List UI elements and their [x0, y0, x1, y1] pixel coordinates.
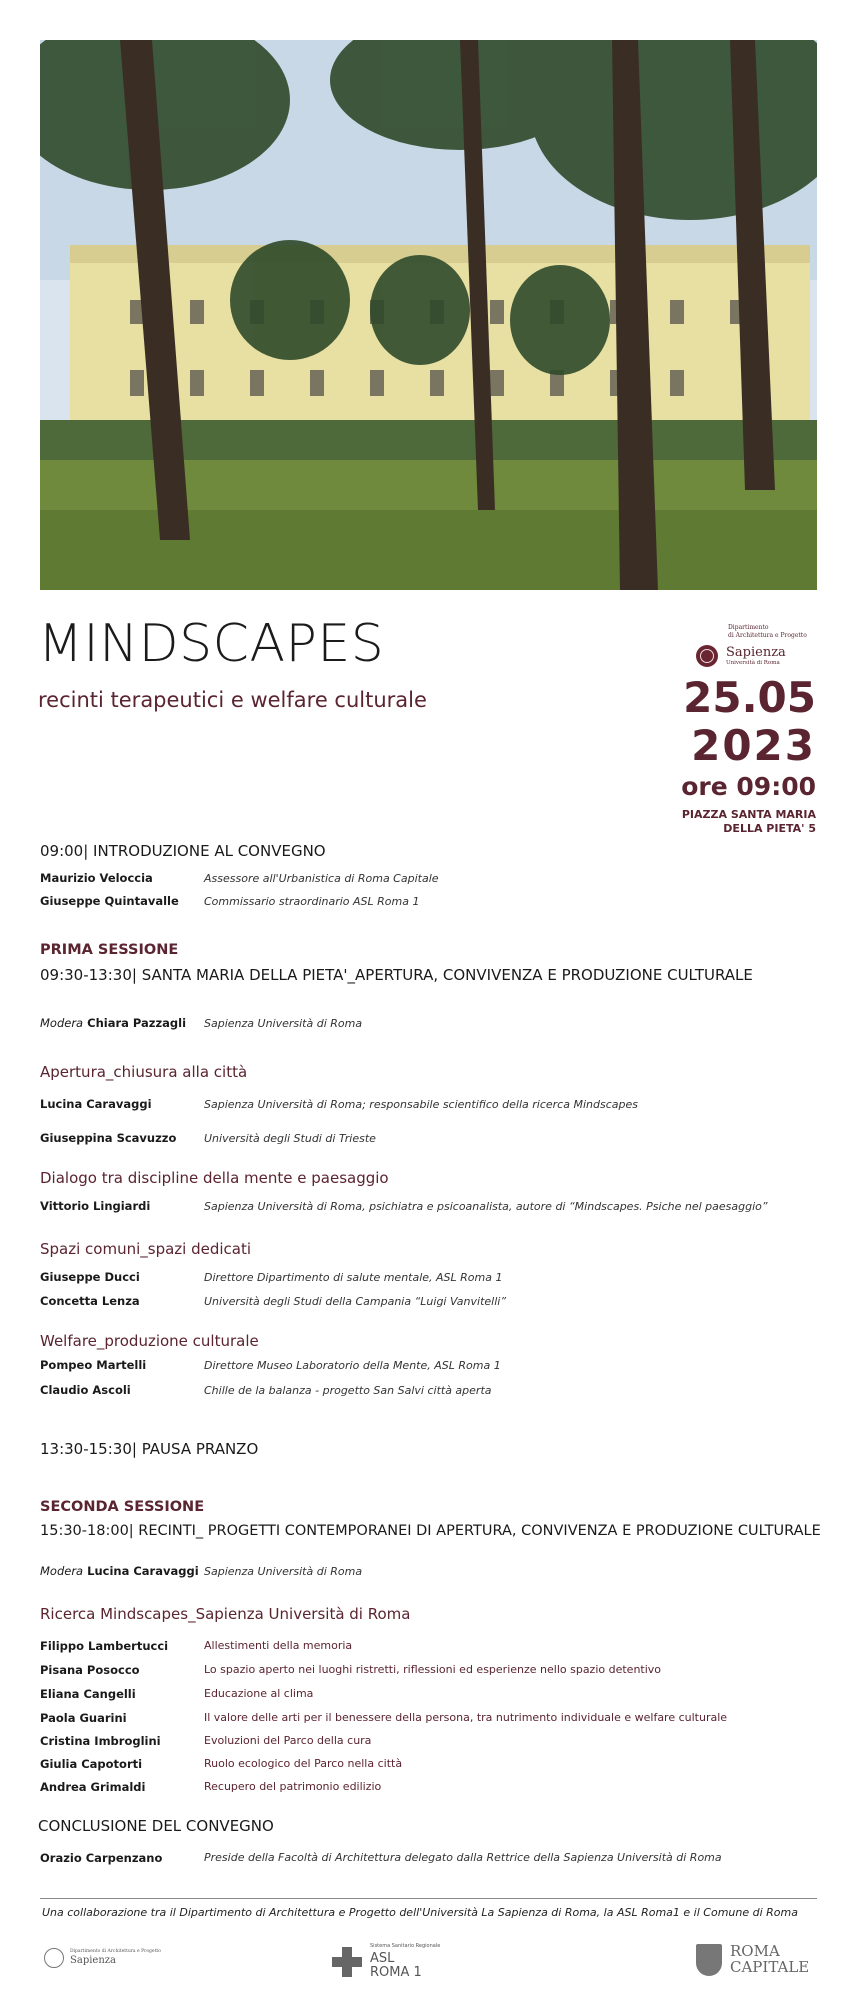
speaker-name: Vittorio Lingiardi: [40, 1199, 151, 1213]
speaker-role: Assessore all'Urbanistica di Roma Capitale: [204, 872, 439, 885]
speaker-name: Giuseppe Ducci: [40, 1270, 140, 1284]
topic-title: Spazi comuni_spazi dedicati: [40, 1240, 252, 1258]
speaker-name: Maurizio Veloccia: [40, 871, 153, 885]
event-place: PIAZZA SANTA MARIA DELLA PIETA' 5: [681, 808, 816, 835]
conclusion-heading: CONCLUSIONE DEL CONVEGNO: [38, 1817, 274, 1835]
session2-heading: 15:30-18:00| RECINTI_ PROGETTI CONTEMPORANEI DI APERTURA, CONVIVENZA E PRODUZIONE CULTURALE: [40, 1523, 821, 1539]
date-day: 25.05: [683, 673, 816, 722]
speaker-name: Giuseppina Scavuzzo: [40, 1131, 177, 1145]
speaker-name: Cristina Imbroglini: [40, 1734, 161, 1748]
speaker-name: Pisana Posocco: [40, 1663, 140, 1677]
event-time: ore 09:00: [681, 772, 816, 801]
asl-cross-icon: [332, 1947, 362, 1977]
lunch-break: 13:30-15:30| PAUSA PRANZO: [40, 1440, 259, 1458]
session1-label: PRIMA SESSIONE: [40, 942, 179, 958]
date-year: 2023: [691, 721, 816, 770]
talk-title: Il valore delle arti per il benessere della persona, tra nutrimento individuale e welfare culturale: [204, 1711, 728, 1724]
speaker-name: Giuseppe Quintavalle: [40, 894, 179, 908]
intro-heading: 09:00| INTRODUZIONE AL CONVEGNO: [40, 842, 326, 860]
event-date: [681, 674, 816, 836]
speaker-name: Orazio Carpenzano: [40, 1851, 163, 1865]
speaker-name: Claudio Ascoli: [40, 1383, 131, 1397]
dept-label: Dipartimento di Architettura e Progetto: [728, 624, 807, 639]
roma-shield-icon: [696, 1944, 722, 1976]
sapienza-logo: [696, 624, 821, 667]
speaker-role: Sapienza Università di Roma; responsabile scientifico della ricerca Mindscapes: [204, 1098, 638, 1111]
speaker-name: Filippo Lambertucci: [40, 1639, 169, 1653]
speaker-name: Pompeo Martelli: [40, 1358, 147, 1372]
speaker-role: Università degli Studi di Trieste: [204, 1132, 376, 1145]
session2-label: SECONDA SESSIONE: [40, 1499, 205, 1515]
talk-title: Allestimenti della memoria: [204, 1639, 353, 1652]
speaker-role: Commissario straordinario ASL Roma 1: [204, 895, 420, 908]
event-subtitle: recinti terapeutici e welfare culturale: [38, 688, 427, 712]
topic-title: Apertura_chiusura alla città: [40, 1063, 248, 1081]
speaker-name: Concetta Lenza: [40, 1294, 140, 1308]
talk-title: Lo spazio aperto nei luoghi ristretti, riflessioni ed esperienze nello spazio detentivo: [204, 1663, 662, 1676]
moderator-role: Sapienza Università di Roma: [204, 1565, 363, 1578]
speaker-role: Direttore Museo Laboratorio della Mente, ASL Roma 1: [204, 1359, 501, 1372]
speaker-name: Andrea Grimaldi: [40, 1780, 146, 1794]
speaker-role: Chille de la balanza - progetto San Salvi città aperta: [204, 1384, 492, 1397]
event-title: MINDSCAPES: [38, 614, 385, 674]
talk-title: Recupero del patrimonio edilizio: [204, 1780, 382, 1793]
collaboration-note: Una collaborazione tra il Dipartimento di Architettura e Progetto dell'Università La Sapienza di Roma, la ASL Roma1 e il Comune di Roma: [42, 1906, 798, 1919]
speaker-role: Università degli Studi della Campania “Luigi Vanvitelli”: [204, 1295, 507, 1308]
talk-title: Educazione al clima: [204, 1687, 314, 1700]
speaker-role: Sapienza Università di Roma, psichiatra e psicoanalista, autore di “Mindscapes. Psiche nel paesaggio”: [204, 1200, 768, 1213]
speaker-name: Eliana Cangelli: [40, 1687, 136, 1701]
moderator: Modera Chiara Pazzagli: [40, 1016, 187, 1030]
research-title: Ricerca Mindscapes_Sapienza Università di Roma: [40, 1605, 411, 1623]
speaker-role: Direttore Dipartimento di salute mentale, ASL Roma 1: [204, 1271, 503, 1284]
hero-photo: [40, 40, 817, 590]
talk-title: Ruolo ecologico del Parco nella città: [204, 1757, 403, 1770]
speaker-name: Lucina Caravaggi: [40, 1097, 152, 1111]
speaker-role: Preside della Facoltà di Architettura delegato dalla Rettrice della Sapienza Università di Roma: [204, 1851, 722, 1864]
sapienza-brand: Sapienza Università di Roma: [726, 644, 786, 666]
topic-title: Welfare_produzione culturale: [40, 1332, 259, 1350]
moderator-role: Sapienza Università di Roma: [204, 1017, 363, 1030]
footer-sapienza-logo: Dipartimento di Architettura e Progetto Sapienza: [44, 1948, 161, 1968]
speaker-name: Giulia Capotorti: [40, 1757, 143, 1771]
sapienza-seal-icon: [44, 1948, 64, 1968]
footer-asl-logo: Sistema Sanitario Regionale ASL ROMA 1: [332, 1944, 440, 1980]
topic-title: Dialogo tra discipline della mente e paesaggio: [40, 1169, 389, 1187]
footer-divider: [40, 1898, 817, 1899]
talk-title: Evoluzioni del Parco della cura: [204, 1734, 372, 1747]
moderator: Modera Lucina Caravaggi: [40, 1564, 199, 1578]
sapienza-seal-icon: [696, 645, 718, 667]
speaker-name: Paola Guarini: [40, 1711, 127, 1725]
footer-roma-logo: ROMA CAPITALE: [696, 1944, 809, 1976]
session1-heading: 09:30-13:30| SANTA MARIA DELLA PIETA'_APERTURA, CONVIVENZA E PRODUZIONE CULTURALE: [40, 966, 753, 984]
